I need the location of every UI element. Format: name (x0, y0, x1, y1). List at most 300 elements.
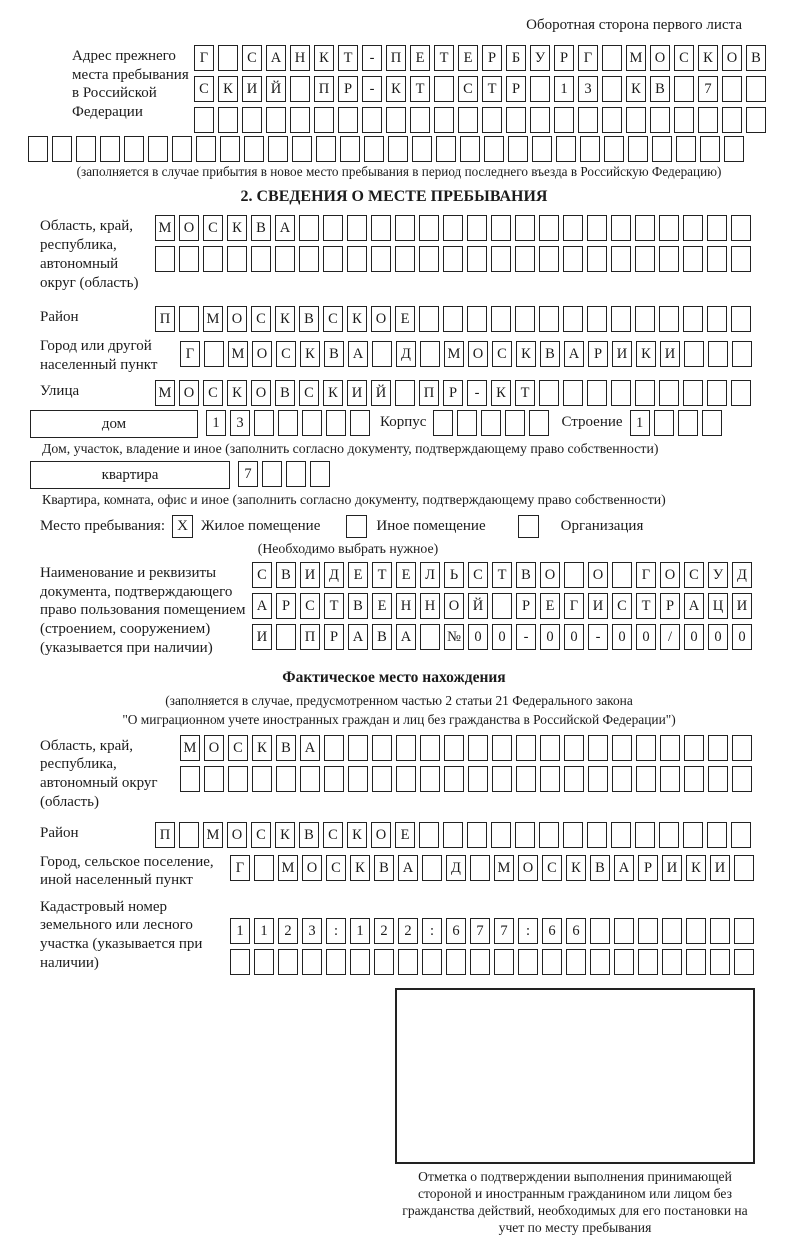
char-cell[interactable]: П (419, 380, 439, 406)
char-cell[interactable]: Р (482, 45, 502, 71)
char-cell[interactable]: У (708, 562, 728, 588)
char-cell[interactable] (563, 822, 583, 848)
char-cell[interactable]: И (588, 593, 608, 619)
char-cell[interactable]: 0 (708, 624, 728, 650)
char-cell[interactable]: А (348, 341, 368, 367)
char-cell[interactable] (52, 136, 72, 162)
char-cell[interactable] (467, 246, 487, 272)
char-cell[interactable]: С (684, 562, 704, 588)
char-cell[interactable] (350, 410, 370, 436)
char-cell[interactable] (299, 215, 319, 241)
char-cell[interactable]: Г (636, 562, 656, 588)
char-cell[interactable] (326, 949, 346, 975)
char-cell[interactable]: О (179, 380, 199, 406)
char-cell[interactable]: С (458, 76, 478, 102)
char-cell[interactable]: С (323, 822, 343, 848)
char-cell[interactable] (484, 136, 504, 162)
char-cell[interactable] (635, 306, 655, 332)
char-cell[interactable] (564, 766, 584, 792)
char-cell[interactable] (587, 822, 607, 848)
char-cell[interactable] (323, 215, 343, 241)
char-cell[interactable] (722, 76, 742, 102)
char-cell[interactable]: П (386, 45, 406, 71)
char-cell[interactable]: В (540, 341, 560, 367)
char-cell[interactable] (540, 735, 560, 761)
char-cell[interactable] (266, 107, 286, 133)
char-cell[interactable] (700, 136, 720, 162)
char-cell[interactable] (420, 624, 440, 650)
char-cell[interactable] (650, 107, 670, 133)
char-cell[interactable]: О (227, 306, 247, 332)
char-cell[interactable] (683, 380, 703, 406)
char-cell[interactable] (734, 855, 754, 881)
char-cell[interactable] (516, 766, 536, 792)
char-cell[interactable] (467, 215, 487, 241)
char-cell[interactable]: 0 (612, 624, 632, 650)
char-cell[interactable] (491, 822, 511, 848)
char-cell[interactable] (228, 766, 248, 792)
char-cell[interactable] (244, 136, 264, 162)
char-cell[interactable]: В (324, 341, 344, 367)
char-cell[interactable]: 1 (254, 918, 274, 944)
char-cell[interactable]: С (252, 562, 272, 588)
char-cell[interactable] (554, 107, 574, 133)
char-cell[interactable] (299, 246, 319, 272)
char-cell[interactable]: - (467, 380, 487, 406)
char-cell[interactable] (348, 735, 368, 761)
char-cell[interactable]: 2 (398, 918, 418, 944)
char-cell[interactable] (612, 766, 632, 792)
char-cell[interactable] (587, 246, 607, 272)
char-cell[interactable] (556, 136, 576, 162)
char-cell[interactable] (708, 341, 728, 367)
char-cell[interactable]: 7 (698, 76, 718, 102)
char-cell[interactable] (674, 76, 694, 102)
char-cell[interactable] (684, 766, 704, 792)
char-cell[interactable]: К (347, 306, 367, 332)
char-cell[interactable] (515, 822, 535, 848)
char-cell[interactable]: Е (348, 562, 368, 588)
char-cell[interactable] (707, 306, 727, 332)
char-cell[interactable] (338, 107, 358, 133)
char-cell[interactable]: М (444, 341, 464, 367)
char-cell[interactable] (532, 136, 552, 162)
char-cell[interactable]: Е (540, 593, 560, 619)
char-cell[interactable]: В (516, 562, 536, 588)
char-cell[interactable] (698, 107, 718, 133)
char-cell[interactable] (302, 949, 322, 975)
char-cell[interactable]: Н (396, 593, 416, 619)
char-cell[interactable] (491, 306, 511, 332)
char-cell[interactable] (310, 461, 330, 487)
char-cell[interactable]: 3 (302, 918, 322, 944)
char-cell[interactable] (518, 949, 538, 975)
char-cell[interactable] (194, 107, 214, 133)
char-cell[interactable] (731, 306, 751, 332)
char-cell[interactable]: Е (395, 822, 415, 848)
char-cell[interactable] (638, 949, 658, 975)
char-cell[interactable] (732, 766, 752, 792)
char-cell[interactable] (395, 215, 415, 241)
char-cell[interactable] (419, 215, 439, 241)
char-cell[interactable] (467, 822, 487, 848)
char-cell[interactable] (482, 107, 502, 133)
char-cell[interactable] (276, 624, 296, 650)
char-cell[interactable] (539, 215, 559, 241)
char-cell[interactable] (204, 766, 224, 792)
char-cell[interactable]: М (155, 215, 175, 241)
char-cell[interactable] (148, 136, 168, 162)
char-cell[interactable] (708, 766, 728, 792)
char-cell[interactable] (724, 136, 744, 162)
char-cell[interactable]: А (300, 735, 320, 761)
char-cell[interactable] (530, 76, 550, 102)
char-cell[interactable] (635, 215, 655, 241)
char-cell[interactable]: О (251, 380, 271, 406)
char-cell[interactable]: К (636, 341, 656, 367)
char-cell[interactable]: Е (410, 45, 430, 71)
char-cell[interactable]: К (300, 341, 320, 367)
char-cell[interactable]: Т (492, 562, 512, 588)
char-cell[interactable]: О (252, 341, 272, 367)
char-cell[interactable]: К (227, 380, 247, 406)
char-cell[interactable]: С (242, 45, 262, 71)
char-cell[interactable] (515, 306, 535, 332)
char-cell[interactable]: П (314, 76, 334, 102)
char-cell[interactable] (563, 246, 583, 272)
char-cell[interactable] (707, 822, 727, 848)
char-cell[interactable]: В (348, 593, 368, 619)
char-cell[interactable]: О (518, 855, 538, 881)
char-cell[interactable] (652, 136, 672, 162)
char-cell[interactable] (612, 562, 632, 588)
char-cell[interactable]: Г (230, 855, 250, 881)
char-cell[interactable]: Р (554, 45, 574, 71)
char-cell[interactable] (302, 410, 322, 436)
char-cell[interactable] (731, 380, 751, 406)
char-cell[interactable] (611, 306, 631, 332)
char-cell[interactable] (611, 215, 631, 241)
char-cell[interactable]: Л (420, 562, 440, 588)
char-cell[interactable] (420, 341, 440, 367)
char-cell[interactable] (458, 107, 478, 133)
char-cell[interactable]: К (491, 380, 511, 406)
char-cell[interactable]: О (588, 562, 608, 588)
char-cell[interactable]: : (326, 918, 346, 944)
char-cell[interactable] (674, 107, 694, 133)
char-cell[interactable] (419, 246, 439, 272)
char-cell[interactable]: И (242, 76, 262, 102)
char-cell[interactable] (443, 215, 463, 241)
char-cell[interactable] (371, 215, 391, 241)
char-cell[interactable]: Т (636, 593, 656, 619)
char-cell[interactable] (505, 410, 525, 436)
char-cell[interactable] (347, 246, 367, 272)
char-cell[interactable] (422, 855, 442, 881)
char-cell[interactable]: С (674, 45, 694, 71)
char-cell[interactable]: Д (732, 562, 752, 588)
char-cell[interactable] (179, 822, 199, 848)
char-cell[interactable]: М (228, 341, 248, 367)
char-cell[interactable] (515, 215, 535, 241)
char-cell[interactable] (124, 136, 144, 162)
char-cell[interactable]: С (276, 341, 296, 367)
char-cell[interactable]: М (203, 822, 223, 848)
char-cell[interactable]: - (362, 45, 382, 71)
char-cell[interactable] (494, 949, 514, 975)
char-cell[interactable]: К (386, 76, 406, 102)
char-cell[interactable]: А (348, 624, 368, 650)
char-cell[interactable] (395, 380, 415, 406)
char-cell[interactable]: С (251, 822, 271, 848)
char-cell[interactable] (731, 215, 751, 241)
char-cell[interactable] (708, 735, 728, 761)
char-cell[interactable] (292, 136, 312, 162)
char-cell[interactable] (286, 461, 306, 487)
char-cell[interactable] (481, 410, 501, 436)
char-cell[interactable]: Д (324, 562, 344, 588)
char-cell[interactable] (300, 766, 320, 792)
char-cell[interactable] (396, 735, 416, 761)
char-cell[interactable] (218, 45, 238, 71)
char-cell[interactable] (348, 766, 368, 792)
char-cell[interactable]: О (444, 593, 464, 619)
char-cell[interactable]: К (275, 822, 295, 848)
char-cell[interactable] (275, 246, 295, 272)
char-cell[interactable]: Е (372, 593, 392, 619)
char-cell[interactable]: 1 (230, 918, 250, 944)
char-cell[interactable]: Г (578, 45, 598, 71)
char-cell[interactable]: О (540, 562, 560, 588)
char-cell[interactable]: К (566, 855, 586, 881)
char-cell[interactable]: Р (276, 593, 296, 619)
char-cell[interactable] (172, 136, 192, 162)
char-cell[interactable] (654, 410, 674, 436)
char-cell[interactable] (28, 136, 48, 162)
char-cell[interactable]: В (276, 735, 296, 761)
char-cell[interactable]: С (251, 306, 271, 332)
char-cell[interactable]: С (228, 735, 248, 761)
char-cell[interactable]: О (660, 562, 680, 588)
char-cell[interactable] (539, 306, 559, 332)
char-cell[interactable]: 7 (238, 461, 258, 487)
char-cell[interactable]: - (588, 624, 608, 650)
char-cell[interactable]: 0 (732, 624, 752, 650)
char-cell[interactable]: 0 (636, 624, 656, 650)
char-cell[interactable]: О (371, 306, 391, 332)
char-cell[interactable] (539, 246, 559, 272)
char-cell[interactable] (710, 949, 730, 975)
char-cell[interactable]: Р (660, 593, 680, 619)
char-cell[interactable] (467, 306, 487, 332)
char-cell[interactable] (611, 822, 631, 848)
char-cell[interactable]: П (300, 624, 320, 650)
char-cell[interactable] (636, 766, 656, 792)
char-cell[interactable] (460, 136, 480, 162)
char-cell[interactable] (262, 461, 282, 487)
char-cell[interactable]: Р (638, 855, 658, 881)
char-cell[interactable]: Е (396, 562, 416, 588)
char-cell[interactable] (566, 949, 586, 975)
char-cell[interactable]: 1 (206, 410, 226, 436)
char-cell[interactable]: Д (396, 341, 416, 367)
char-cell[interactable] (662, 949, 682, 975)
char-cell[interactable] (587, 215, 607, 241)
char-cell[interactable] (659, 822, 679, 848)
char-cell[interactable]: С (194, 76, 214, 102)
char-cell[interactable] (372, 341, 392, 367)
char-cell[interactable]: Г (194, 45, 214, 71)
char-cell[interactable] (218, 107, 238, 133)
char-cell[interactable] (419, 306, 439, 332)
char-cell[interactable]: Р (443, 380, 463, 406)
char-cell[interactable]: Й (371, 380, 391, 406)
char-cell[interactable] (204, 341, 224, 367)
char-cell[interactable] (220, 136, 240, 162)
char-cell[interactable]: М (494, 855, 514, 881)
char-cell[interactable]: 3 (578, 76, 598, 102)
char-cell[interactable]: К (275, 306, 295, 332)
char-cell[interactable] (324, 766, 344, 792)
char-cell[interactable]: 2 (374, 918, 394, 944)
char-cell[interactable] (638, 918, 658, 944)
char-cell[interactable] (732, 341, 752, 367)
char-cell[interactable] (529, 410, 549, 436)
char-cell[interactable]: О (650, 45, 670, 71)
char-cell[interactable] (628, 136, 648, 162)
char-cell[interactable] (347, 215, 367, 241)
char-cell[interactable]: Г (180, 341, 200, 367)
char-cell[interactable] (398, 949, 418, 975)
char-cell[interactable] (516, 735, 536, 761)
char-cell[interactable]: 6 (566, 918, 586, 944)
char-cell[interactable] (734, 918, 754, 944)
char-cell[interactable]: В (650, 76, 670, 102)
char-cell[interactable] (508, 136, 528, 162)
char-cell[interactable] (614, 949, 634, 975)
char-cell[interactable]: А (398, 855, 418, 881)
char-cell[interactable] (227, 246, 247, 272)
char-cell[interactable]: 7 (494, 918, 514, 944)
char-cell[interactable] (324, 735, 344, 761)
char-cell[interactable]: М (278, 855, 298, 881)
char-cell[interactable]: И (710, 855, 730, 881)
char-cell[interactable]: Т (324, 593, 344, 619)
char-cell[interactable] (539, 380, 559, 406)
char-cell[interactable] (635, 822, 655, 848)
char-cell[interactable]: И (252, 624, 272, 650)
char-cell[interactable] (254, 410, 274, 436)
char-cell[interactable]: Р (338, 76, 358, 102)
char-cell[interactable] (410, 107, 430, 133)
char-cell[interactable] (588, 735, 608, 761)
char-cell[interactable]: О (722, 45, 742, 71)
char-cell[interactable] (436, 136, 456, 162)
char-cell[interactable] (468, 735, 488, 761)
char-cell[interactable]: А (266, 45, 286, 71)
char-cell[interactable]: М (155, 380, 175, 406)
char-cell[interactable]: А (275, 215, 295, 241)
char-cell[interactable]: Р (324, 624, 344, 650)
char-cell[interactable] (491, 215, 511, 241)
char-cell[interactable]: М (180, 735, 200, 761)
char-cell[interactable]: М (626, 45, 646, 71)
char-cell[interactable]: О (179, 215, 199, 241)
checkbox-zhiloe[interactable]: X (172, 515, 193, 538)
char-cell[interactable] (563, 380, 583, 406)
char-cell[interactable]: И (300, 562, 320, 588)
char-cell[interactable]: У (530, 45, 550, 71)
char-cell[interactable] (659, 306, 679, 332)
char-cell[interactable] (443, 306, 463, 332)
char-cell[interactable]: В (275, 380, 295, 406)
char-cell[interactable] (179, 246, 199, 272)
char-cell[interactable]: Д (446, 855, 466, 881)
char-cell[interactable] (635, 246, 655, 272)
char-cell[interactable] (491, 246, 511, 272)
char-cell[interactable]: А (564, 341, 584, 367)
char-cell[interactable] (268, 136, 288, 162)
char-cell[interactable]: С (203, 380, 223, 406)
char-cell[interactable] (278, 410, 298, 436)
char-cell[interactable] (468, 766, 488, 792)
char-cell[interactable] (635, 380, 655, 406)
char-cell[interactable]: В (276, 562, 296, 588)
char-cell[interactable]: С (492, 341, 512, 367)
char-cell[interactable] (542, 949, 562, 975)
char-cell[interactable] (470, 855, 490, 881)
char-cell[interactable]: И (660, 341, 680, 367)
char-cell[interactable]: К (218, 76, 238, 102)
char-cell[interactable]: К (347, 822, 367, 848)
char-cell[interactable] (707, 246, 727, 272)
char-cell[interactable] (636, 735, 656, 761)
kvartira-box[interactable]: квартира (30, 461, 230, 489)
char-cell[interactable] (578, 107, 598, 133)
char-cell[interactable]: Т (434, 45, 454, 71)
char-cell[interactable]: К (314, 45, 334, 71)
char-cell[interactable] (419, 822, 439, 848)
char-cell[interactable]: Г (564, 593, 584, 619)
char-cell[interactable]: Ц (708, 593, 728, 619)
char-cell[interactable] (374, 949, 394, 975)
char-cell[interactable]: Р (588, 341, 608, 367)
char-cell[interactable]: Ь (444, 562, 464, 588)
char-cell[interactable] (563, 215, 583, 241)
char-cell[interactable] (100, 136, 120, 162)
char-cell[interactable] (412, 136, 432, 162)
char-cell[interactable]: В (372, 624, 392, 650)
dom-box[interactable]: дом (30, 410, 198, 438)
char-cell[interactable] (457, 410, 477, 436)
char-cell[interactable] (395, 246, 415, 272)
char-cell[interactable] (444, 766, 464, 792)
char-cell[interactable] (515, 246, 535, 272)
char-cell[interactable] (722, 107, 742, 133)
char-cell[interactable] (470, 949, 490, 975)
char-cell[interactable] (278, 949, 298, 975)
char-cell[interactable] (732, 735, 752, 761)
char-cell[interactable]: Р (516, 593, 536, 619)
char-cell[interactable]: К (252, 735, 272, 761)
char-cell[interactable] (604, 136, 624, 162)
char-cell[interactable] (614, 918, 634, 944)
char-cell[interactable] (564, 735, 584, 761)
char-cell[interactable] (611, 246, 631, 272)
char-cell[interactable]: : (518, 918, 538, 944)
char-cell[interactable] (659, 246, 679, 272)
char-cell[interactable]: П (155, 822, 175, 848)
